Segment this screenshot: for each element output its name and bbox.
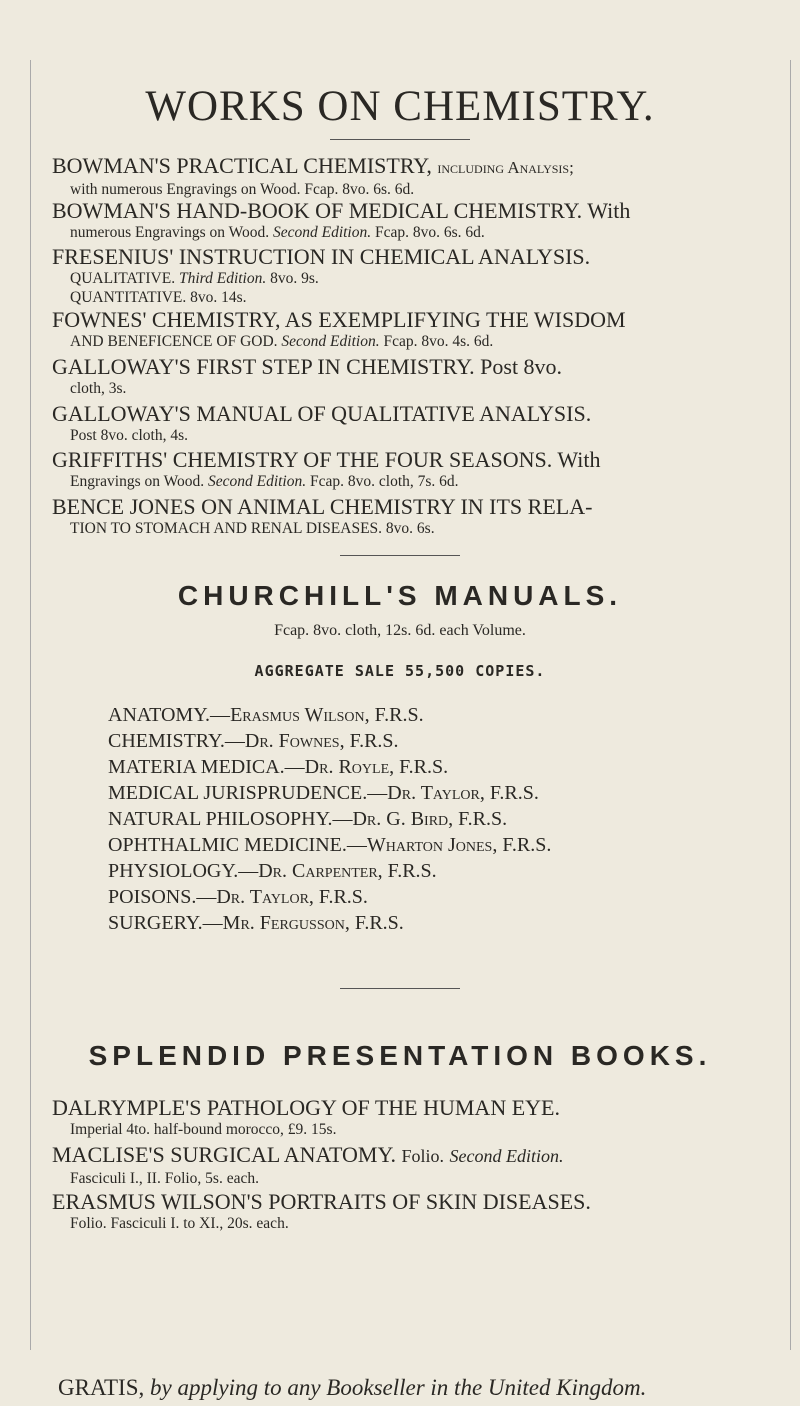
- section-divider-1: [340, 555, 460, 556]
- title-divider: [330, 139, 470, 140]
- page-title: WORKS ON CHEMISTRY.: [145, 83, 655, 130]
- manual-item: MATERIA MEDICA.—Dr. Royle, F.R.S.: [108, 756, 449, 778]
- manual-item: ANATOMY.—Erasmus Wilson, F.R.S.: [108, 704, 424, 726]
- manual-item: NATURAL PHILOSOPHY.—Dr. G. Bird, F.R.S.: [108, 808, 508, 830]
- entry-bowman-handbook: BOWMAN'S HAND-BOOK OF MEDICAL CHEMISTRY. With numerous Engravings on Wood. Second Edition. Fcap. 8vo. 6s. 6d.: [52, 198, 631, 241]
- manual-item: OPHTHALMIC MEDICINE.—Wharton Jones, F.R.S.: [108, 834, 552, 856]
- entry-galloway-manual: GALLOWAY'S MANUAL OF QUALITATIVE ANALYSIS. Post 8vo. cloth, 4s.: [52, 401, 592, 444]
- page-border-right: [790, 60, 791, 1350]
- entry-bowman-practical: BOWMAN'S PRACTICAL CHEMISTRY, including Analysis; with numerous Engravings on Wood. Fcap. 8vo. 6s. 6d.: [52, 153, 574, 198]
- section-divider-2: [340, 988, 460, 989]
- gratis-line: GRATIS, by applying to any Bookseller in the United Kingdom.: [58, 1375, 647, 1400]
- entry-bence-jones: BENCE JONES ON ANIMAL CHEMISTRY IN ITS RELA- TION TO STOMACH AND RENAL DISEASES. 8vo. 6s.: [52, 494, 593, 537]
- entry-griffiths: GRIFFITHS' CHEMISTRY OF THE FOUR SEASONS. With Engravings on Wood. Second Edition. Fcap. 8vo. cloth, 7s. 6d.: [52, 447, 601, 490]
- manual-item: POISONS.—Dr. Taylor, F.R.S.: [108, 886, 368, 908]
- manual-item: SURGERY.—Mr. Fergusson, F.R.S.: [108, 912, 404, 934]
- manual-item: MEDICAL JURISPRUDENCE.—Dr. Taylor, F.R.S.: [108, 782, 539, 804]
- aggregate-sale: AGGREGATE SALE 55,500 COPIES.: [254, 662, 546, 680]
- manual-item: PHYSIOLOGY.—Dr. Carpenter, F.R.S.: [108, 860, 437, 882]
- entry-galloway-first: GALLOWAY'S FIRST STEP IN CHEMISTRY. Post 8vo. cloth, 3s.: [52, 354, 563, 397]
- manuals-title: CHURCHILL'S MANUALS.: [177, 580, 623, 611]
- entry-fownes: FOWNES' CHEMISTRY, AS EXEMPLIFYING THE WISDOM AND BENEFICENCE OF GOD. Second Edition. Fcap. 8vo. 4s. 6d.: [52, 307, 626, 350]
- page-border-left: [30, 60, 31, 1350]
- presentation-title: SPLENDID PRESENTATION BOOKS.: [88, 1040, 712, 1071]
- presentation-maclise: MACLISE'S SURGICAL ANATOMY. Folio. Second Edition. Fasciculi I., II. Folio, 5s. each.: [52, 1142, 564, 1187]
- manual-item: CHEMISTRY.—Dr. Fownes, F.R.S.: [108, 730, 399, 752]
- manuals-subtitle: Fcap. 8vo. cloth, 12s. 6d. each Volume.: [274, 622, 526, 639]
- presentation-dalrymple: DALRYMPLE'S PATHOLOGY OF THE HUMAN EYE. Imperial 4to. half-bound morocco, £9. 15s.: [52, 1095, 560, 1138]
- entry-fresenius: FRESENIUS' INSTRUCTION IN CHEMICAL ANALYSIS. QUALITATIVE. Third Edition. 8vo. 9s. QUANTITATIVE. 8vo. 14s.: [52, 244, 591, 306]
- presentation-wilson: ERASMUS WILSON'S PORTRAITS OF SKIN DISEASES. Folio. Fasciculi I. to XI., 20s. each.: [52, 1189, 591, 1232]
